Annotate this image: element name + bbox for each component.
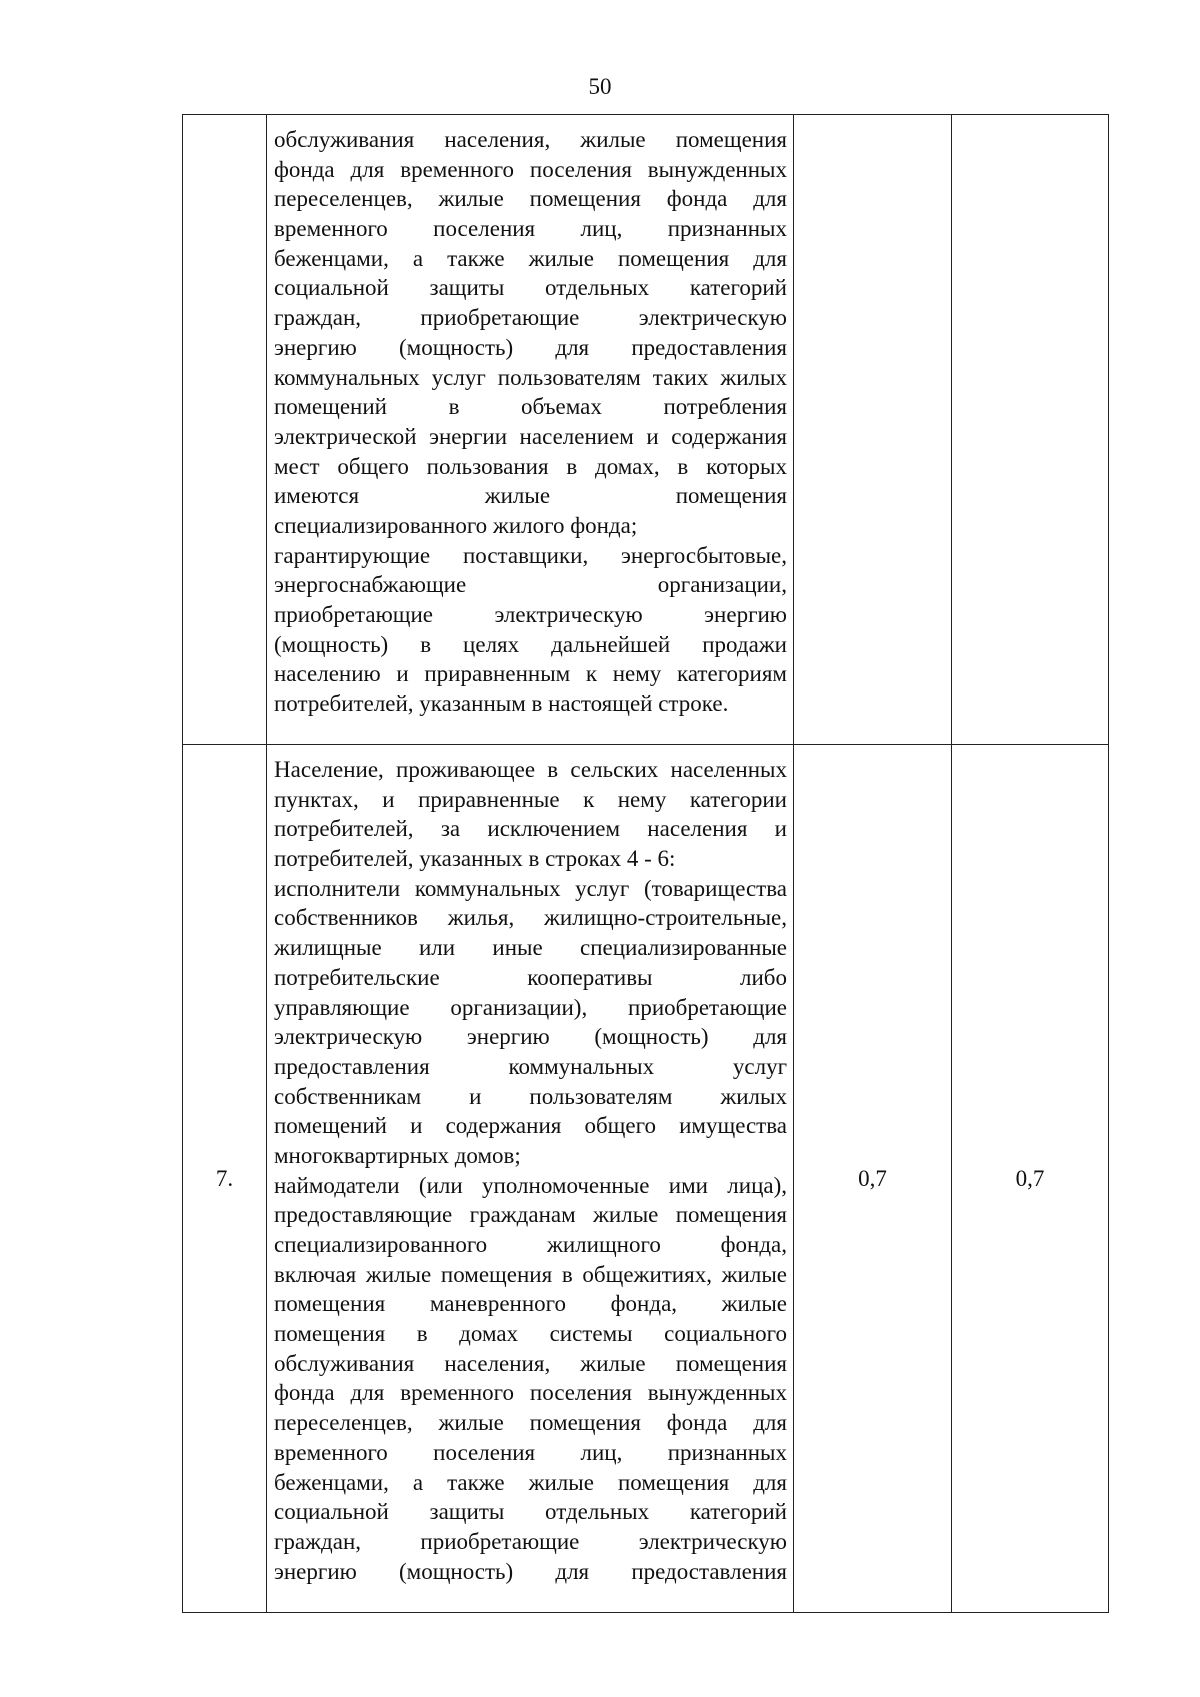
description-line: потребителей, указанным в настоящей строке. — [274, 691, 729, 717]
table-row — [183, 115, 1109, 745]
description-line: электрическую энергию (мощность) для — [274, 1024, 787, 1050]
description-line: энергоснабжающие организации, — [274, 572, 787, 598]
description-line: гарантирующие поставщики, энергосбытовые, — [274, 542, 787, 568]
description-line: Население, проживающее в сельских населенных — [274, 757, 787, 782]
description-line: временного поселения лиц, признанных — [274, 216, 787, 242]
description-line: (мощность) в целях дальнейшей продажи — [274, 631, 787, 657]
description-line: предоставления коммунальных услуг — [274, 1053, 787, 1079]
description-line: приобретающие электрическую энергию — [274, 602, 787, 627]
description-line: временного поселения лиц, признанных — [274, 1439, 787, 1465]
description-line: жилищные или иные специализированные — [274, 935, 787, 961]
description-line: коммунальных услуг пользователям таких жилых — [274, 364, 787, 390]
description-line: потребительские кооперативы либо — [274, 964, 787, 990]
description-line: обслуживания населения, жилые помещения — [274, 1350, 787, 1376]
description-line: собственникам и пользователям жилых — [274, 1083, 787, 1109]
description-line: пунктах, и приравненные к нему категории — [274, 786, 787, 812]
description-line: включая жилые помещения в общежитиях, жилые — [274, 1261, 787, 1287]
description-line: специализированного жилого фонда; — [274, 512, 638, 538]
description-line: помещений в объемах потребления — [274, 394, 787, 420]
description-line: потребителей, указанных в строках 4 - 6: — [274, 846, 676, 872]
description-line: переселенцев, жилые помещения фонда для — [274, 186, 787, 212]
description-text — [274, 755, 787, 1586]
description-line: населению и приравненным к нему категориям — [274, 661, 787, 687]
description-line: граждан, приобретающие электрическую — [274, 1528, 787, 1554]
description-line: помещения в домах системы социального — [274, 1321, 787, 1347]
coefficient-cell-1 — [794, 115, 952, 745]
description-line: фонда для временного поселения вынужденных — [274, 1380, 787, 1406]
description-text — [274, 125, 787, 719]
coefficient-cell-1: 0,7 — [794, 745, 952, 1613]
description-line: фонда для временного поселения вынужденных — [274, 156, 787, 182]
table-row — [183, 745, 1109, 1613]
description-line: мест общего пользования в домах, в которых — [274, 453, 787, 479]
description-line: имеются жилые помещения — [274, 483, 787, 509]
coefficient-cell-2: 0,7 — [952, 745, 1109, 1613]
row-number-cell: 7. — [183, 745, 267, 1613]
description-line: наймодатели (или уполномоченные ими лица), — [274, 1172, 787, 1198]
description-line: собственников жилья, жилищно-строительные, — [274, 905, 787, 931]
row-description-cell — [267, 115, 794, 745]
description-line: энергию (мощность) для предоставления — [274, 334, 787, 360]
description-line: управляющие организации), приобретающие — [274, 994, 787, 1020]
row-number-cell — [183, 115, 267, 745]
description-line: беженцами, а также жилые помещения для — [274, 245, 787, 271]
description-line: помещения маневренного фонда, жилые — [274, 1291, 787, 1317]
description-line: беженцами, а также жилые помещения для — [274, 1469, 787, 1495]
description-line: исполнители коммунальных услуг (товарищества — [274, 875, 787, 901]
description-line: помещений и содержания общего имущества — [274, 1113, 787, 1139]
page-number: 50 — [588, 74, 612, 99]
description-line: социальной защиты отдельных категорий — [274, 275, 787, 301]
description-line: переселенцев, жилые помещения фонда для — [274, 1410, 787, 1436]
row-description-cell — [267, 745, 794, 1613]
description-line: граждан, приобретающие электрическую — [274, 305, 787, 331]
description-line: специализированного жилищного фонда, — [274, 1232, 787, 1257]
description-line: электрической энергии населением и содержания — [274, 423, 787, 449]
description-line: предоставляющие гражданам жилые помещения — [274, 1202, 787, 1228]
description-line: социальной защиты отдельных категорий — [274, 1499, 787, 1525]
description-line: энергию (мощность) для предоставления — [274, 1558, 787, 1584]
description-line: многоквартирных домов; — [274, 1142, 521, 1168]
description-line: потребителей, за исключением населения и — [274, 816, 787, 842]
tariff-table — [182, 114, 1109, 1613]
description-line: обслуживания населения, жилые помещения — [274, 127, 787, 152]
coefficient-cell-2 — [952, 115, 1109, 745]
